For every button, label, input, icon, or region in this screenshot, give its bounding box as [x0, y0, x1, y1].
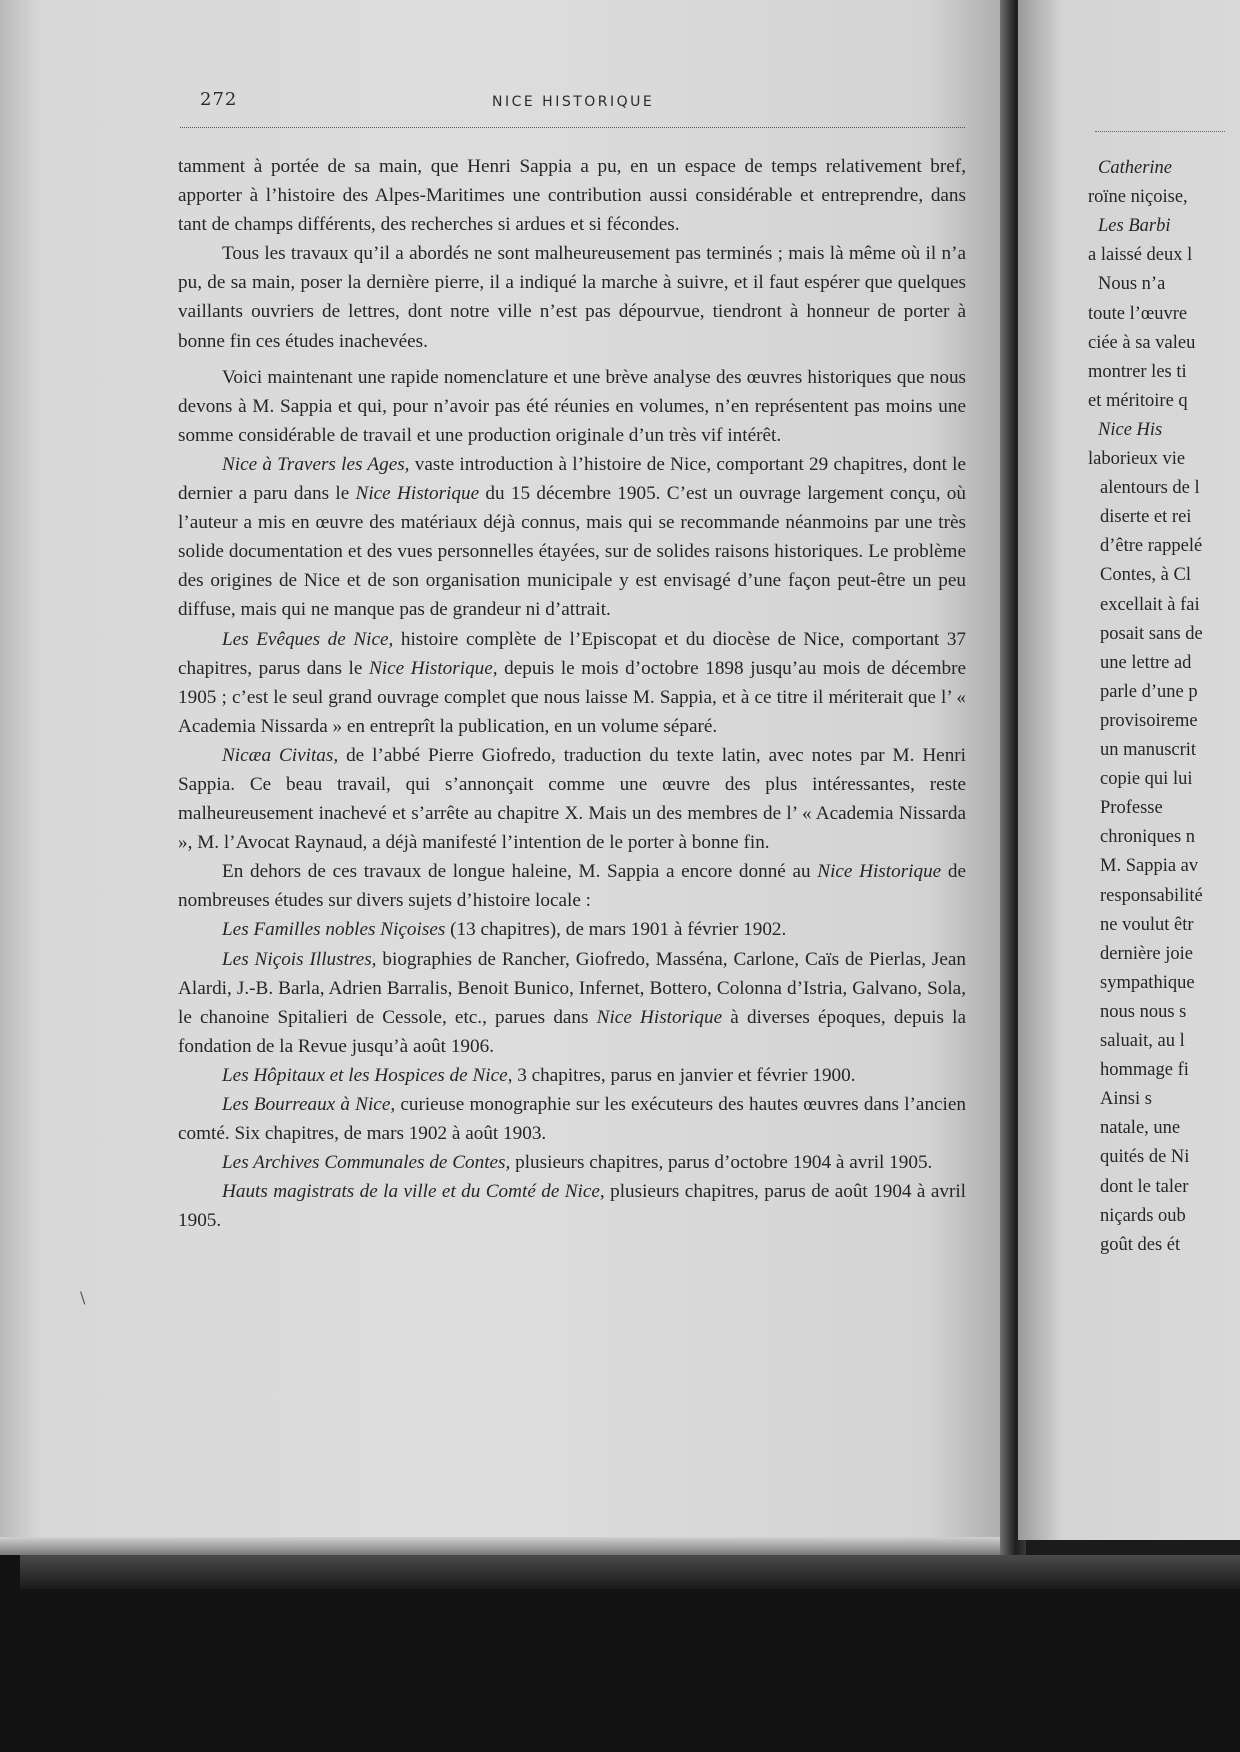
work-title: Nice Historique: [596, 1006, 723, 1028]
facing-page-line: Professe: [1100, 798, 1163, 819]
facing-page-line: copie qui lui: [1100, 769, 1193, 790]
facing-page-line: toute l’œuvre: [1088, 303, 1188, 324]
paragraph: [178, 857, 966, 915]
work-title: Nicæa Civitas,: [222, 744, 339, 766]
facing-page-line: responsabilité: [1100, 885, 1203, 906]
running-title: NICE HISTORIQUE: [492, 94, 655, 110]
paragraph: [178, 1061, 966, 1090]
facing-page-line: excellait à fai: [1100, 594, 1200, 615]
work-title: Nice Historique: [355, 483, 480, 505]
paragraph: [178, 1177, 966, 1235]
paragraph: [178, 152, 966, 239]
work-title: Les Bourreaux à Nice,: [222, 1094, 396, 1115]
paragraph-text: En dehors de ces travaux de longue haleine, M. Sappia a encore donné au: [222, 861, 818, 883]
facing-page-line: M. Sappia av: [1100, 856, 1199, 877]
paragraph: [178, 741, 966, 857]
work-title: Nice Historique: [817, 861, 942, 883]
facing-page-line: Contes, à Cl: [1100, 565, 1191, 586]
facing-head-rule: [1095, 131, 1225, 132]
facing-page-line: laborieux vie: [1088, 449, 1186, 469]
paragraph: [178, 1148, 966, 1177]
paragraph-text: depuis le mois d’octobre 1898 jusqu’au mois de décembre 1905 ; c’est le seul grand ouvrage complet que nous laisse M. Sappia, et à ce titre il mériterait que l’ « Academia Nissarda » en entreprît la publication, en un volume séparé.: [178, 657, 966, 737]
facing-page-line: a laissé deux l: [1088, 245, 1193, 266]
work-title: Hauts magistrats de la ville et du Comté de Nice,: [222, 1181, 605, 1203]
facing-page-line: roïne niçoise,: [1088, 187, 1188, 208]
scanner-background: [0, 1555, 1240, 1752]
body-text: [178, 152, 966, 1235]
facing-page-line: ciée à sa valeu: [1088, 332, 1196, 353]
facing-page-line: alentours de l: [1100, 478, 1200, 499]
facing-page-line: dernière joie: [1100, 943, 1193, 964]
facing-page-line: une lettre ad: [1100, 652, 1192, 673]
paragraph-text: (13 chapitres), de mars 1901 à février 1902.: [445, 919, 787, 941]
paragraph: [178, 945, 966, 1061]
paragraph-text: histoire complète de l’Episcopat et du diocèse de Nice, comportant 37 chapitres, parus dans le: [178, 628, 967, 679]
paragraph-text: biographies de Rancher, Giofredo, Masséna, Carlone, Caïs de Pierlas, Jean Alardi, J.-B. Barla, Adrien Barralis, Benoit Bunico, Infernet, Bottero, Colonna d’Istria, Galvano, Sola, le chanoine Spitalieri de Cessole, etc., parues dans: [178, 948, 966, 1028]
facing-page-line: nous nous s: [1100, 1001, 1187, 1022]
facing-page-line: diserte et rei: [1100, 507, 1192, 528]
facing-page-line: goût des ét: [1100, 1234, 1181, 1255]
page-number: 272: [200, 89, 238, 110]
work-title: Les Niçois Illustres,: [222, 948, 377, 970]
facing-page-line: chroniques n: [1100, 827, 1196, 848]
page-edge: [20, 1555, 1240, 1589]
work-title: Les Hôpitaux et les Hospices de Nice,: [222, 1064, 513, 1086]
facing-page-line: dont le taler: [1100, 1176, 1189, 1197]
facing-page-line: ne voulut êtr: [1100, 914, 1194, 935]
paragraph-text: à diverses époques, depuis la fondation de la Revue jusqu’à août 1906.: [178, 1006, 966, 1057]
paragraph-text: Voici maintenant une rapide nomenclature et une brève analyse des œuvres historiques que nous devons à M. Sappia et qui, pour n’avoir pas été réunies en volumes, n’en représentent pas moins une somme considérable de travail et une production originale d’un très vif intérêt.: [178, 366, 966, 446]
facing-page-line: quités de Ni: [1100, 1147, 1190, 1168]
facing-page-line: Nous n’a: [1098, 274, 1166, 295]
paragraph-text: plusieurs chapitres, parus de août 1904 à avril 1905.: [178, 1181, 966, 1232]
facing-page-line: posait sans de: [1100, 623, 1203, 644]
facing-page-line: et méritoire q: [1088, 390, 1188, 411]
work-title: Nice à Travers les Ages,: [222, 453, 410, 475]
facing-page-line: hommage fi: [1100, 1060, 1189, 1081]
page-bottom-shadow: [0, 1537, 1010, 1555]
facing-page-line: Catherine: [1098, 158, 1172, 178]
work-title: Les Archives Communales de Contes,: [222, 1152, 511, 1174]
facing-page-line: un manuscrit: [1100, 740, 1197, 760]
facing-page-line: sympathique: [1100, 972, 1195, 993]
paragraph-text: vaste introduction à l’histoire de Nice, comportant 29 chapitres, dont le dernier a paru dans le: [178, 453, 966, 505]
paragraph-text: 3 chapitres, parus en janvier et février 1900.: [512, 1064, 856, 1086]
facing-page-line: d’être rappelé: [1100, 536, 1203, 557]
paragraph: [178, 1090, 966, 1148]
facing-page-line: Ainsi s: [1100, 1089, 1152, 1110]
paragraph: [178, 915, 966, 944]
paragraph: [178, 239, 966, 355]
facing-page: [1018, 0, 1240, 1540]
facing-page-line: parle d’une p: [1100, 681, 1198, 702]
facing-page-line: montrer les ti: [1088, 361, 1187, 382]
facing-page-line: Nice His: [1098, 419, 1163, 440]
paragraph: [178, 363, 966, 450]
paragraph: [178, 450, 966, 625]
facing-page-line: provisoireme: [1100, 710, 1198, 731]
paragraph: [178, 625, 966, 741]
paragraph-text: du 15 décembre 1905. C’est un ouvrage largement conçu, où l’auteur a mis en œuvre des matériaux déjà connus, mais qui se recommande néanmoins par une très solide documentation et des vues personnelles étayées, sur de solides raisons historiques. Le problème des origines de Nice et de son organisation municipale y est envisagé d’une façon peut-être un peu diffuse, mais qui ne manque pas de grandeur ni d’attrait.: [178, 483, 966, 621]
paragraph-text: de l’abbé Pierre Giofredo, traduction du texte latin, avec notes par M. Henri Sappia. Ce beau travail, qui s’annonçait comme une œuvre des plus intéressantes, reste malheureusement inachevé et s’arrête au chapitre X. Mais un des membres de l’ « Academia Nissarda », M. l’Avocat Raynaud, a déjà manifesté l’intention de le porter à bonne fin.: [178, 744, 967, 854]
facing-page-line: saluait, au l: [1100, 1031, 1185, 1051]
work-title: Les Evêques de Nice,: [222, 628, 394, 650]
facing-page-line: Les Barbi: [1098, 216, 1171, 237]
work-title: Nice Historique,: [368, 657, 498, 679]
paragraph-text: Tous les travaux qu’il a abordés ne sont malheureusement pas terminés ; mais là même où il n’a pu, de sa main, poser la dernière pierre, il a indiqué la marche à suivre, et il faut espérer que quelques vaillants ouvriers de lettres, dont notre ville n’est pas dépourvue, tiendront à honneur de porter à bonne fin ces études inachevées.: [178, 243, 966, 352]
paragraph-text: tamment à portée de sa main, que Henri Sappia a pu, en un espace de temps relativement bref, apporter à l’histoire des Alpes-Maritimes une contribution aussi considérable et entreprendre, dans tant de champs différents, des recherches si ardues et si fécondes.: [178, 156, 966, 236]
facing-page-line: natale, une: [1100, 1118, 1181, 1139]
work-title: Les Familles nobles Niçoises: [222, 919, 446, 941]
paragraph-text: de nombreuses études sur divers sujets d’histoire locale :: [178, 861, 966, 912]
paragraph-text: curieuse monographie sur les exécuteurs des hautes œuvres dans l’ancien comté. Six chapitres, de mars 1902 à août 1903.: [178, 1094, 966, 1145]
head-rule: [180, 127, 965, 128]
paragraph-text: plusieurs chapitres, parus d’octobre 1904 à avril 1905.: [510, 1152, 933, 1174]
facing-page-line: niçards oub: [1100, 1205, 1186, 1226]
margin-mark: \: [80, 1288, 86, 1307]
